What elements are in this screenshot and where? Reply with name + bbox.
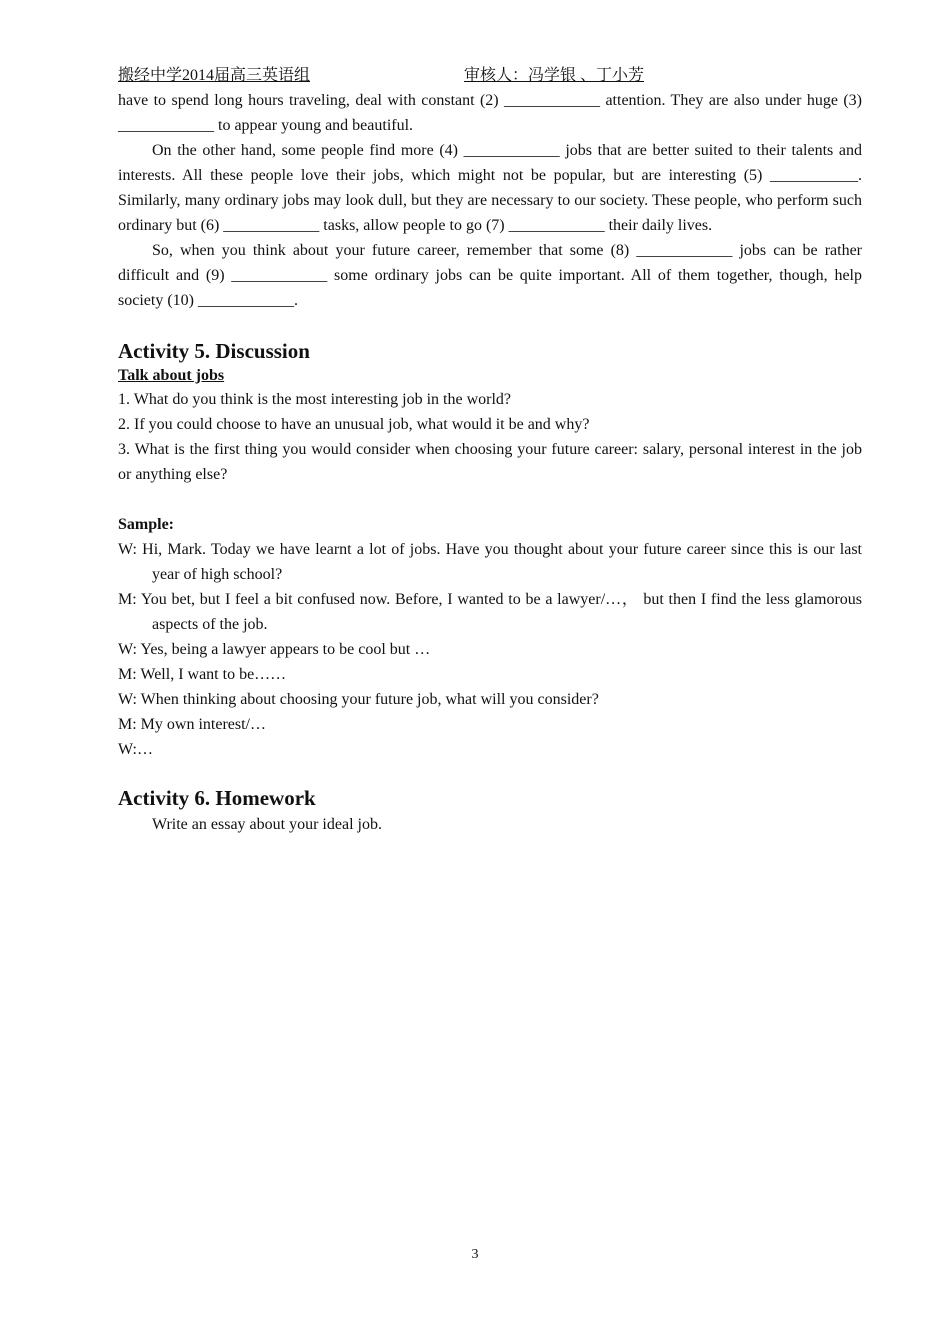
dialogue-line: M: Well, I want to be…… <box>118 666 287 683</box>
passage-continuation: have to spend long hours traveling, deal with constant (2) ____________ attention. They are also under huge (3) ____________ to appear young and beautiful. <box>118 92 862 134</box>
activity5-title: Activity 5. Discussion <box>118 339 310 363</box>
passage-paragraph-2: On the other hand, some people find more (4) ____________ jobs that are better suited to their talents and interests. All these people love their jobs, which might not be popular, but are interesting (5) ___________. Similarly, many ordinary jobs may look dull, but they are necessary to our society. These people, who perform such ordinary but (6) ____________ tasks, allow people to go (7) ____________ their daily lives. <box>118 142 862 234</box>
question-3: 3. What is the first thing you would consider when choosing your future career: salary, personal interest in the job or anything else? <box>118 441 862 483</box>
header-school: 搬经中学2014届高三英语组 <box>118 67 311 84</box>
dialogue-line: M: You bet, but I feel a bit confused now. Before, I wanted to be a lawyer/…， but then I find the less glamorous aspects of the job. <box>118 591 863 633</box>
header-reviewers: 审核人：冯学银 、丁小芳 <box>464 67 645 84</box>
dialogue-line: W: When thinking about choosing your future job, what will you consider? <box>118 691 599 708</box>
dialogue-line: W:… <box>118 741 153 758</box>
dialogue-line: W: Hi, Mark. Today we have learnt a lot of jobs. Have you thought about your future career since this is our last year of high school? <box>118 541 862 583</box>
page-number: 3 <box>471 1247 479 1262</box>
dialogue-line: M: My own interest/… <box>118 716 266 733</box>
sample-label: Sample: <box>118 516 174 533</box>
homework-text: Write an essay about your ideal job. <box>152 816 382 833</box>
dialogue-line: W: Yes, being a lawyer appears to be cool but … <box>118 641 431 658</box>
activity5-subtitle: Talk about jobs <box>118 367 225 384</box>
document-page <box>118 64 862 837</box>
page-header <box>118 64 862 88</box>
question-2: 2. If you could choose to have an unusual job, what would it be and why? <box>118 416 590 433</box>
activity6-title: Activity 6. Homework <box>118 786 316 810</box>
question-1: 1. What do you think is the most interesting job in the world? <box>118 391 511 408</box>
passage-paragraph-3: So, when you think about your future career, remember that some (8) ____________ jobs can be rather difficult and (9) ____________ some ordinary jobs can be quite important. All of them together, though, help society (10) ____________. <box>118 242 862 309</box>
